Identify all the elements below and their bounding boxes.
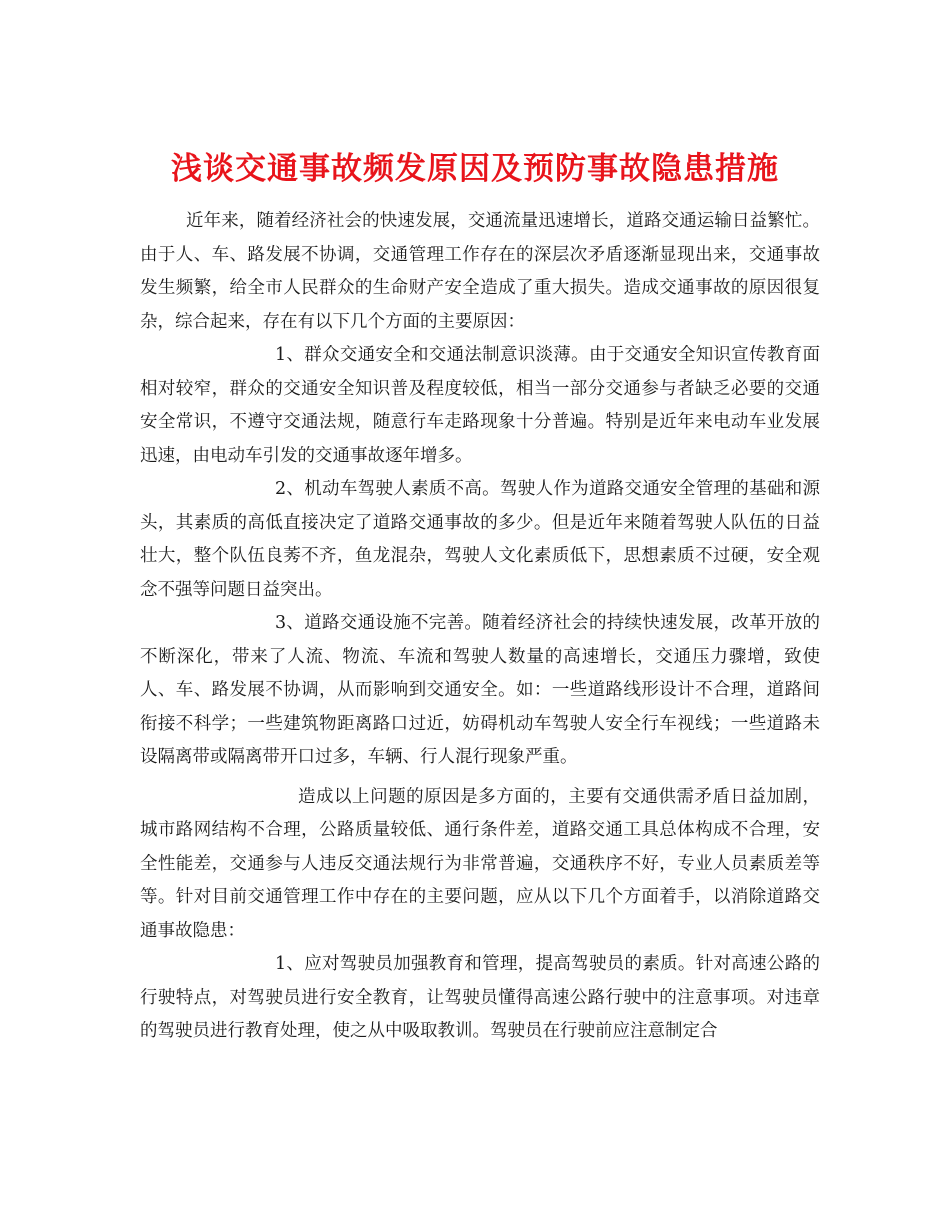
cause-paragraph-1: 1、群众交通安全和交通法制意识淡薄。由于交通安全知识宣传教育面相对较窄，群众的交通安全知识普及程度较低，相当一部分交通参与者缺乏必要的交通安全常识，不遵守交通法规，随意行车走路现象十分普遍。特别是近年来电动车业发展迅速，由电动车引发的交通事故逐年增多。 — [140, 345, 820, 466]
cause-paragraph-2: 2、机动车驾驶人素质不高。驾驶人作为道路交通安全管理的基础和源头，其素质的高低直接决定了道路交通事故的多少。但是近年来随着驾驶人队伍的日益壮大，整个队伍良莠不齐，鱼龙混杂，驾驶人文化素质低下，思想素质不过硬，安全观念不强等问题日益突出。 — [140, 479, 820, 600]
cause-paragraph-3: 3、道路交通设施不完善。随着经济社会的持续快速发展，改革开放的不断深化，带来了人流、物流、车流和驾驶人数量的高速增长，交通压力骤增，致使人、车、路发展不协调，从而影响到交通安全。如：一些道路线形设计不合理，道路间衔接不科学；一些建筑物距离路口过近，妨碍机动车驾驶人安全行车视线；一些道路未设隔离带或隔离带开口过多，车辆、行人混行现象严重。 — [140, 613, 820, 767]
document-body — [140, 205, 820, 1049]
summary-paragraph: 造成以上问题的原因是多方面的，主要有交通供需矛盾日益加剧，城市路网结构不合理，公路质量较低、通行条件差，道路交通工具总体构成不合理，安全性能差，交通参与人违反交通法规行为非常普遍，交通秩序不好，专业人员素质差等等。针对目前交通管理工作中存在的主要问题，应从以下几个方面着手，以消除道路交通事故隐患： — [140, 786, 820, 941]
page-title: 浅谈交通事故频发原因及预防事故隐患措施 — [171, 150, 779, 187]
measure-paragraph-1: 1、应对驾驶员加强教育和管理，提高驾驶员的素质。针对高速公路的行驶特点，对驾驶员进行安全教育，让驾驶员懂得高速公路行驶中的注意事项。对违章的驾驶员进行教育处理，使之从中吸取教训。驾驶员在行驶前应注意制定合 — [140, 954, 820, 1041]
intro-paragraph: 近年来，随着经济社会的快速发展，交通流量迅速增长，道路交通运输日益繁忙。由于人、车、路发展不协调，交通管理工作存在的深层次矛盾逐渐显现出来，交通事故发生频繁，给全市人民群众的生命财产安全造成了重大损失。造成交通事故的原因很复杂，综合起来，存在有以下几个方面的主要原因： — [140, 211, 820, 332]
